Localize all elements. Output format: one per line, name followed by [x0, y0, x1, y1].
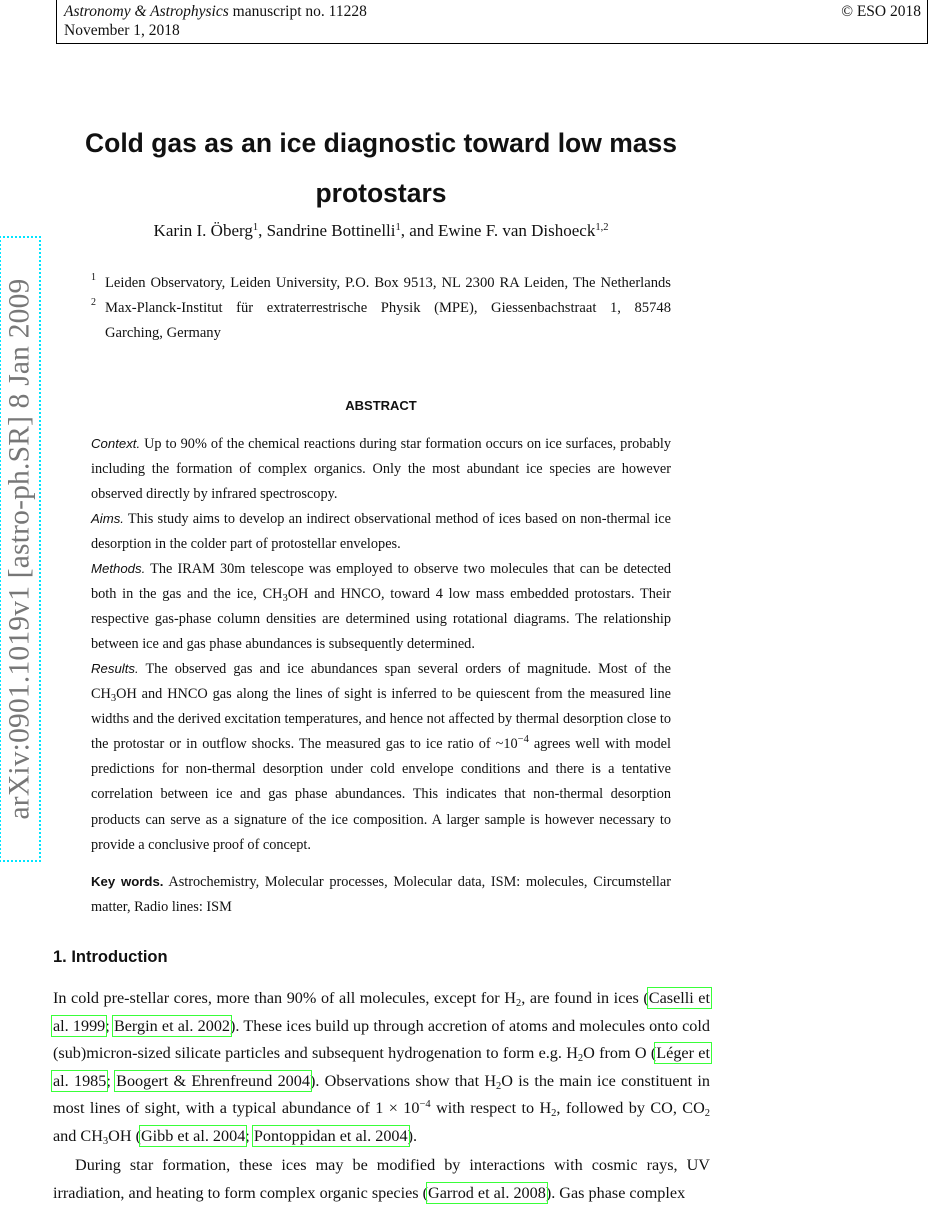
body-text: In cold pre-stellar cores, more than 90% of all molecules, except for H — [53, 989, 516, 1007]
keywords-label: Key words. — [91, 874, 164, 889]
abstract-methods — [91, 556, 671, 657]
superscript: −4 — [419, 1099, 431, 1110]
subscript: 2 — [577, 1053, 584, 1064]
methods-text-cont: OH and HNCO, toward 4 low mass embedded protostars. Their respective gas-phase column densities are determined using rotational diagrams. The relationship between ice and gas phase abundances is subsequently determined. — [91, 586, 671, 653]
aims-label: Aims. — [91, 511, 124, 526]
affiliation-text: Max-Planck-Institut für extraterrestrische Physik (MPE), Giessenbachstraat 1, 85748 — [105, 300, 671, 316]
methods-text: The IRAM 30m telescope was employed to observe two molecules that can be detected both in the gas and the ice, CH — [91, 561, 671, 603]
citation-link[interactable]: Gibb et al. 2004 — [140, 1126, 246, 1145]
methods-label: Methods. — [91, 561, 146, 576]
subscript: 3 — [102, 1135, 109, 1147]
superscript: −4 — [517, 734, 529, 746]
abstract-aims — [91, 506, 671, 557]
header-copyright: © ESO 2018 — [841, 3, 921, 20]
manuscript-header — [56, 0, 928, 44]
abstract-results — [91, 656, 671, 858]
body-text: , followed by CO, CO — [556, 1099, 705, 1117]
intro-paragraph-1 — [53, 985, 710, 1150]
subscript: 2 — [515, 998, 522, 1009]
author-affil-mark: 1 — [252, 222, 259, 233]
paper-title — [60, 118, 702, 218]
affiliation-text-continued: Garching, Germany — [105, 325, 221, 341]
subscript: 3 — [110, 693, 117, 705]
journal-name: Astronomy & Astrophysics — [64, 3, 229, 20]
results-text-end: agrees well with model predictions for non-thermal desorption under cold envelope conditions and there is a tentative correlation between ice and gas phase abundances. This indicates that non-thermal desorption products can serve as a signature of the ice composition. A larger sample is however necessary to provide a conclusive proof of concept. — [91, 736, 672, 853]
title-line-1: Cold gas as an ice diagnostic toward low mass — [85, 128, 677, 158]
author-name: Karin I. Öberg — [153, 221, 253, 240]
header-journal-line — [64, 3, 367, 21]
abstract-keywords — [91, 869, 671, 920]
author-affil-mark: 1 — [395, 222, 401, 233]
context-text: Up to 90% of the chemical reactions during star formation occurs on ice surfaces, probably including the formation of complex organics. Only the most abundant ice species are however observed directly by infrared spectroscopy. — [91, 436, 672, 503]
title-line-2: protostars — [315, 178, 447, 208]
citation-link[interactable]: Garrod et al. 2008 — [428, 1183, 546, 1202]
body-text: O is the main ice constituent in most lines of sight, with a typical abundance of 1 × 10 — [53, 1071, 711, 1117]
body-text: and CH — [53, 1126, 103, 1145]
section-heading: 1. Introduction — [53, 948, 168, 966]
subscript: 2 — [496, 1080, 502, 1092]
subscript: 2 — [704, 1108, 711, 1119]
citation-link[interactable]: Boogert & Ehrenfreund 2004 — [116, 1071, 310, 1090]
citation-link[interactable]: Bergin et al. 2002 — [113, 1016, 231, 1035]
arxiv-stamp-text: arXiv:0901.1019v1 [astro-ph.SR] 8 Jan 2009 — [3, 278, 36, 820]
affiliation-number: 1 — [91, 272, 96, 283]
body-text: ). These ices build up through accretion of atoms and molecules onto cold (sub)micron-sized silicate particles and subsequent hydrogenation to form e.g. H — [53, 1016, 710, 1062]
body-text: ). Observations show that H — [309, 1071, 497, 1090]
citation-link[interactable]: Caselli et al. 1999 — [53, 989, 710, 1035]
header-date: November 1, 2018 — [64, 22, 180, 39]
affiliation-number: 2 — [91, 297, 96, 308]
keywords-text: Astrochemistry, Molecular processes, Molecular data, ISM: molecules, Circumstellar matter, Radio lines: ISM — [91, 874, 672, 916]
abstract-heading: ABSTRACT — [345, 398, 417, 413]
subscript: 2 — [551, 1108, 557, 1119]
author-affil-mark: 1,2 — [595, 222, 609, 233]
body-text: ). — [407, 1126, 418, 1145]
author-name: Ewine F. van Dishoeck — [438, 221, 596, 240]
manuscript-number: manuscript no. 11228 — [232, 3, 367, 20]
arxiv-stamp-link[interactable] — [0, 236, 41, 862]
body-text: ; — [245, 1126, 254, 1145]
author-name: Sandrine Bottinelli — [266, 221, 396, 240]
results-label: Results. — [91, 661, 139, 676]
body-text: O from O ( — [583, 1044, 657, 1062]
body-text: OH ( — [108, 1126, 141, 1145]
aims-text: This study aims to develop an indirect observational method of ices based on non-thermal ice desorption in the colder part of protostellar envelopes. — [91, 511, 671, 553]
body-text: ). Gas phase complex — [545, 1183, 686, 1202]
body-text: ; — [106, 1071, 117, 1090]
results-text-cont: OH and HNCO gas along the lines of sight is inferred to be quiescent from the measured line widths and the derived excitation temperatures, and hence not affected by thermal desorption close to the protostar or in outflow shocks. The measured gas to ice ratio of ~10 — [91, 686, 671, 753]
citation-link[interactable]: Léger et al. 1985 — [53, 1044, 710, 1090]
body-text: During star formation, these ices may be modified by interactions with cosmic rays, UV irradiation, and heating to form complex organic species ( — [53, 1156, 710, 1202]
results-text: The observed gas and ice abundances span several orders of magnitude. Most of the CH — [91, 661, 671, 703]
body-text: ; — [105, 1016, 114, 1035]
affiliation-text: Leiden Observatory, Leiden University, P.O. Box 9513, NL 2300 RA Leiden, The Netherlands — [105, 275, 671, 291]
body-text: with respect to H — [436, 1099, 552, 1117]
context-label: Context. — [91, 436, 141, 451]
citation-link[interactable]: Pontoppidan et al. 2004 — [253, 1126, 408, 1145]
subscript: 3 — [282, 593, 288, 605]
author-list: Karin I. Öberg$^1$, Sandrine Bottinelli$^1$, and Ewine F. van Dishoeck$^{1,2}$ — [153, 221, 609, 240]
abstract-context — [91, 431, 671, 507]
intro-paragraph-2 — [53, 1152, 710, 1207]
body-text: , are found in ices ( — [521, 989, 649, 1007]
